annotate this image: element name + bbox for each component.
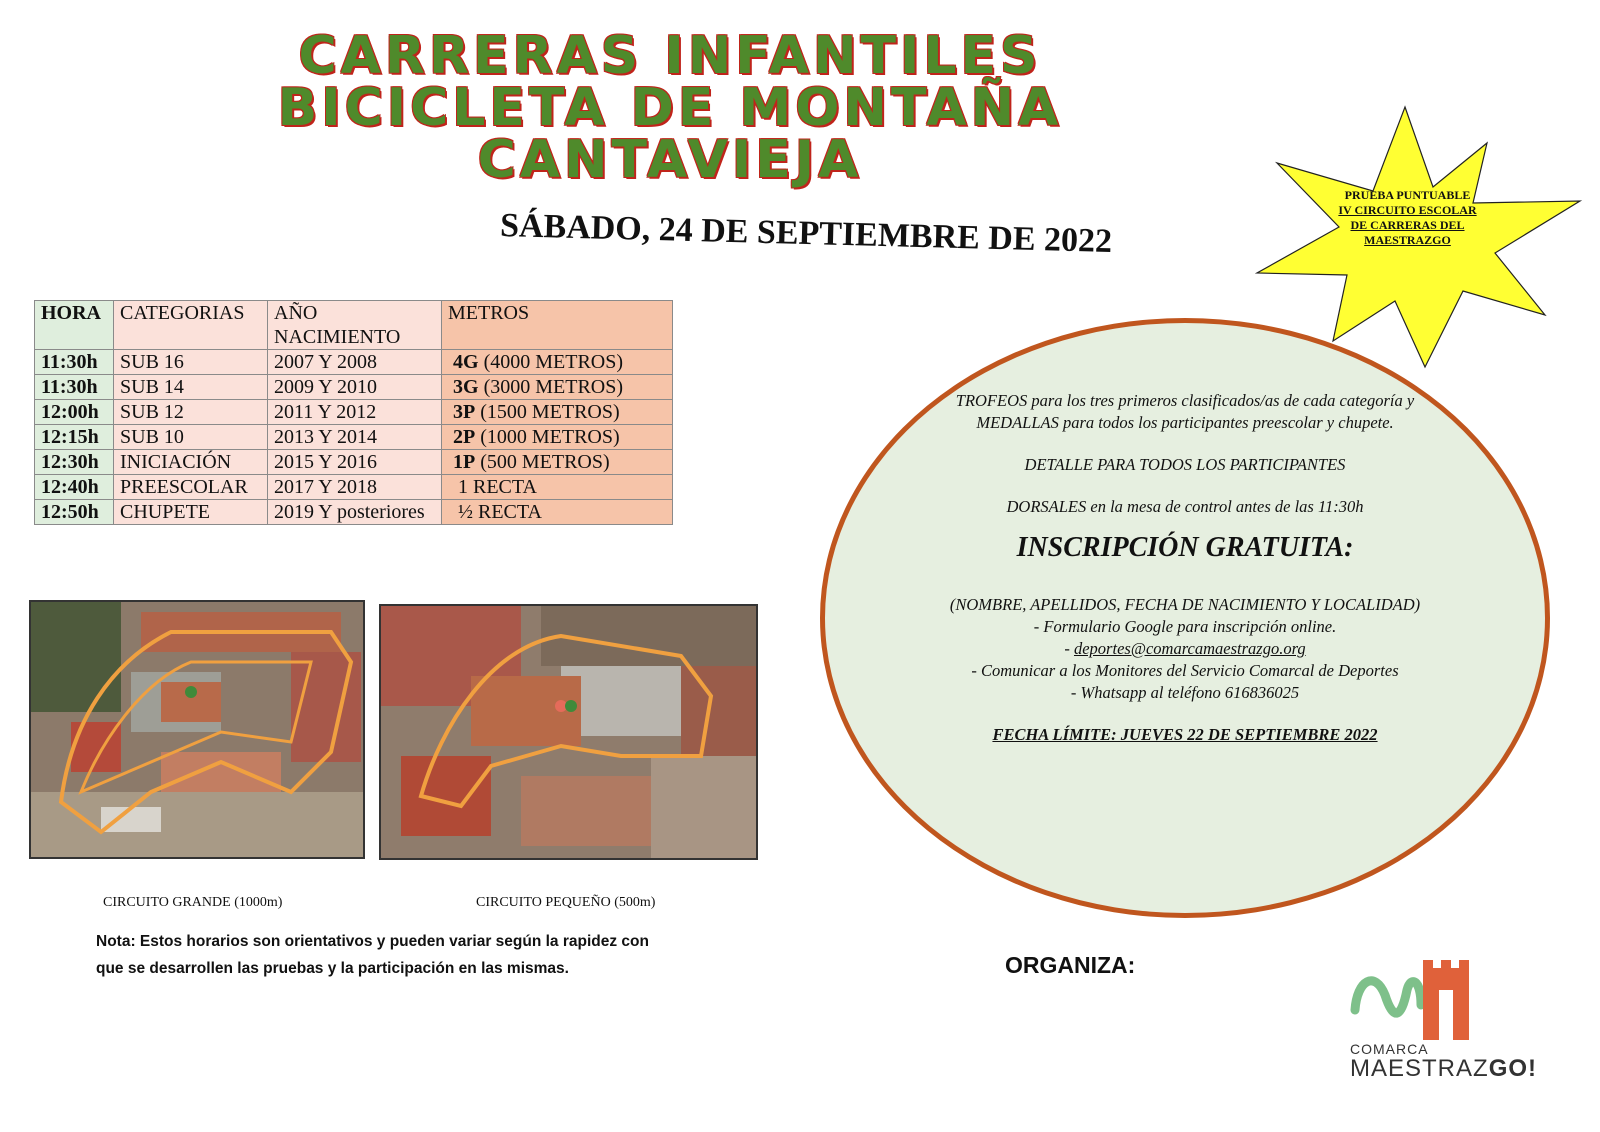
table-row bbox=[35, 425, 673, 450]
cell-anio: 2007 Y 2008 bbox=[268, 350, 442, 375]
map-circuito-pequeno bbox=[379, 604, 758, 860]
fecha-limite: FECHA LÍMITE: JUEVES 22 DE SEPTIEMBRE 2022 bbox=[992, 725, 1378, 744]
logo-comarca-text: COMARCA bbox=[1350, 1041, 1429, 1057]
start-marker-green-icon bbox=[565, 700, 577, 712]
cell-metros bbox=[442, 400, 673, 425]
badge-line-2: IV CIRCUITO ESCOLAR bbox=[1338, 203, 1477, 217]
badge-line-1: PRUEBA PUNTUABLE bbox=[1344, 188, 1471, 202]
cell-hora: 12:40h bbox=[35, 475, 114, 500]
table-row bbox=[35, 400, 673, 425]
item-whatsapp: - Whatsapp al teléfono 616836025 bbox=[1070, 683, 1300, 702]
item-formulario: - Formulario Google para inscripción online. bbox=[1033, 617, 1337, 636]
cell-dist: (4000 METROS) bbox=[478, 351, 624, 373]
header-categorias: CATEGORIAS bbox=[114, 301, 268, 350]
title-line-1: CARRERAS INFANTILES bbox=[298, 26, 1042, 86]
cell-code: 3G bbox=[453, 376, 479, 398]
nota-line-2: que se desarrollen las pruebas y la participación en las mismas. bbox=[96, 960, 569, 977]
trofeos-text: TROFEOS para los tres primeros clasificados/as de cada categoría y MEDALLAS para todos los participantes preescolar y chupete. bbox=[955, 391, 1415, 432]
table-row bbox=[35, 375, 673, 400]
cell-metros bbox=[442, 425, 673, 450]
info-text bbox=[925, 390, 1445, 746]
header-metros: METROS bbox=[442, 301, 673, 350]
title-line-2: BICICLETA DE MONTAÑA bbox=[277, 78, 1063, 138]
table-row bbox=[35, 350, 673, 375]
detalle-text: DETALLE PARA TODOS LOS PARTICIPANTES bbox=[1024, 455, 1346, 474]
inscripcion-heading: INSCRIPCIÓN GRATUITA: bbox=[1016, 532, 1354, 563]
cell-code: 4G bbox=[453, 351, 479, 373]
cell-anio: 2019 Y posteriores bbox=[268, 500, 442, 525]
cell-hora: 12:50h bbox=[35, 500, 114, 525]
logo-maestrazgo-text bbox=[1350, 1055, 1537, 1083]
cell-hora: 11:30h bbox=[35, 375, 114, 400]
badge-line-4: MAESTRAZGO bbox=[1364, 233, 1451, 247]
nota bbox=[96, 928, 696, 982]
cell-dist: (3000 METROS) bbox=[478, 376, 624, 398]
item-email-prefix: - bbox=[1064, 639, 1074, 658]
cell-hora: 12:30h bbox=[35, 450, 114, 475]
schedule-table bbox=[34, 300, 673, 525]
event-date: SÁBADO, 24 DE SEPTIEMBRE DE 2022 bbox=[499, 206, 1113, 261]
badge-text bbox=[1320, 188, 1495, 248]
cell-dist: (1500 METROS) bbox=[475, 401, 620, 423]
cell-dist: ½ RECTA bbox=[458, 501, 542, 523]
title-line-3: CANTAVIEJA bbox=[477, 130, 863, 190]
email-link[interactable]: deportes@comarcamaestrazgo.org bbox=[1073, 639, 1306, 658]
logo-go: GO! bbox=[1488, 1055, 1538, 1082]
cell-code: 3P bbox=[453, 401, 476, 423]
aerial-photo-large bbox=[31, 602, 363, 857]
cell-dist: 1 RECTA bbox=[458, 476, 537, 498]
cell-dist: (1000 METROS) bbox=[475, 426, 620, 448]
table-row bbox=[35, 475, 673, 500]
caption-circuito-pequeno: CIRCUITO PEQUEÑO (500m) bbox=[476, 895, 656, 910]
cell-anio: 2011 Y 2012 bbox=[268, 400, 442, 425]
start-marker-icon bbox=[185, 686, 197, 698]
cell-hora: 12:15h bbox=[35, 425, 114, 450]
cell-hora: 12:00h bbox=[35, 400, 114, 425]
cell-hora: 11:30h bbox=[35, 350, 114, 375]
table-row bbox=[35, 500, 673, 525]
table-header-row bbox=[35, 301, 673, 350]
cell-categoria: SUB 14 bbox=[114, 375, 268, 400]
nota-line-1: Nota: Estos horarios son orientativos y pueden variar según la rapidez con bbox=[96, 933, 649, 950]
cell-categoria: CHUPETE bbox=[114, 500, 268, 525]
map-circuito-grande bbox=[29, 600, 365, 859]
cell-dist: (500 METROS) bbox=[475, 451, 610, 473]
header-anio: AÑO NACIMIENTO bbox=[268, 301, 442, 350]
logo-tower-icon bbox=[1423, 960, 1469, 1040]
cell-metros bbox=[442, 500, 673, 525]
organiza-label: ORGANIZA: bbox=[1005, 952, 1136, 978]
header-hora: HORA bbox=[35, 301, 114, 350]
badge-line-3: DE CARRERAS DEL bbox=[1350, 218, 1465, 232]
cell-code: 1P bbox=[453, 451, 476, 473]
cell-anio: 2017 Y 2018 bbox=[268, 475, 442, 500]
datos-text: (NOMBRE, APELLIDOS, FECHA DE NACIMIENTO Y LOCALIDAD) bbox=[949, 595, 1421, 614]
dorsales-text: DORSALES en la mesa de control antes de las 11:30h bbox=[1006, 497, 1364, 516]
table-row bbox=[35, 450, 673, 475]
cell-categoria: SUB 12 bbox=[114, 400, 268, 425]
caption-circuito-grande: CIRCUITO GRANDE (1000m) bbox=[103, 895, 283, 910]
cell-metros bbox=[442, 350, 673, 375]
cell-categoria: SUB 10 bbox=[114, 425, 268, 450]
item-monitores: - Comunicar a los Monitores del Servicio Comarcal de Deportes bbox=[971, 661, 1399, 680]
cell-categoria: SUB 16 bbox=[114, 350, 268, 375]
cell-metros bbox=[442, 475, 673, 500]
cell-anio: 2013 Y 2014 bbox=[268, 425, 442, 450]
cell-anio: 2009 Y 2010 bbox=[268, 375, 442, 400]
cell-code: 2P bbox=[453, 426, 476, 448]
aerial-photo-small bbox=[381, 606, 756, 858]
cell-metros bbox=[442, 375, 673, 400]
cell-categoria: INICIACIÓN bbox=[114, 450, 268, 475]
cell-metros bbox=[442, 450, 673, 475]
item-email bbox=[925, 638, 1445, 660]
logo-maestraz: MAESTRAZ bbox=[1350, 1055, 1489, 1082]
cell-categoria: PREESCOLAR bbox=[114, 475, 268, 500]
logo-wave-icon bbox=[1355, 981, 1421, 1013]
cell-anio: 2015 Y 2016 bbox=[268, 450, 442, 475]
